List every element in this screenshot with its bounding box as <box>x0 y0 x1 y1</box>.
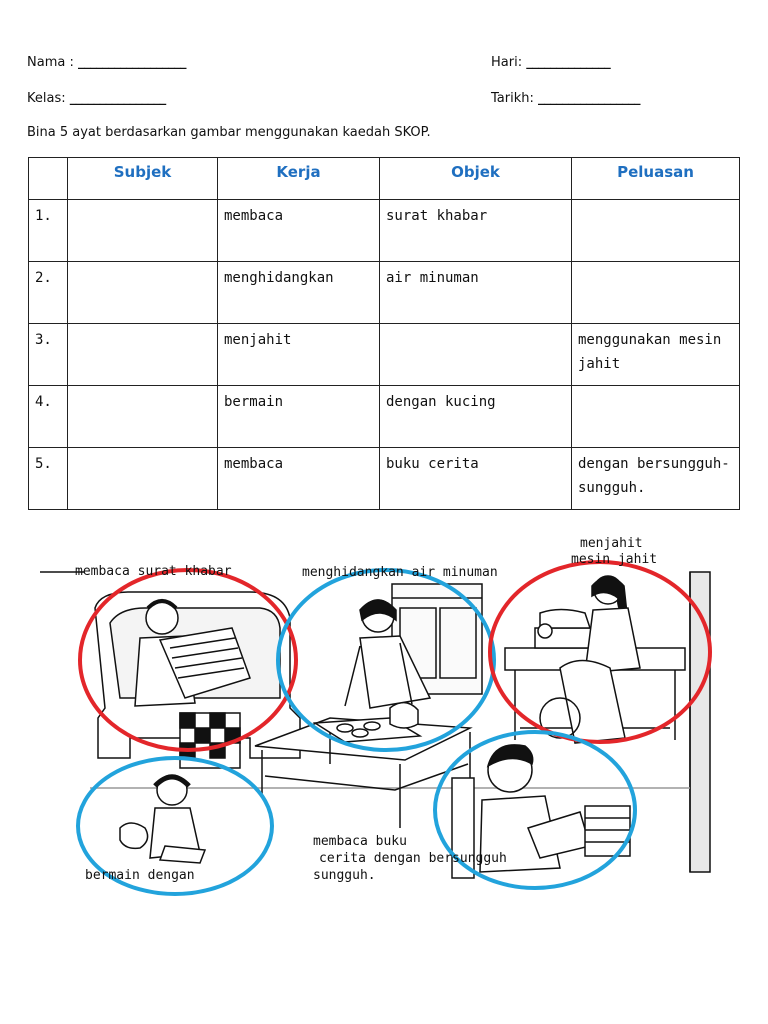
objek-cell: surat khabar <box>380 200 572 262</box>
row-number: 5. <box>29 448 68 510</box>
row-number: 3. <box>29 324 68 386</box>
table-row <box>29 386 740 448</box>
kerja-cell: membaca <box>218 200 380 262</box>
header-kerja: Kerja <box>218 158 380 200</box>
row-number: 4. <box>29 386 68 448</box>
tarikh-blank[interactable]: _________________ <box>538 91 640 106</box>
objek-cell[interactable] <box>380 324 572 386</box>
subjek-cell[interactable] <box>68 448 218 510</box>
label-sewing-1: menjahit <box>580 536 643 551</box>
nama-field <box>27 55 186 70</box>
kerja-cell: bermain <box>218 386 380 448</box>
peluasan-cell[interactable] <box>572 200 740 262</box>
kelas-blank[interactable]: ________________ <box>69 91 166 106</box>
activity-illustration <box>0 528 768 908</box>
subjek-cell[interactable] <box>68 386 218 448</box>
skop-table <box>28 157 740 510</box>
kelas-field <box>27 91 166 106</box>
objek-cell: buku cerita <box>380 448 572 510</box>
label-reading-book-1: membaca buku <box>313 834 407 849</box>
peluasan-cell: dengan bersungguh-sungguh. <box>572 448 740 510</box>
subjek-cell[interactable] <box>68 324 218 386</box>
peluasan-cell: menggunakan mesin jahit <box>572 324 740 386</box>
subjek-cell[interactable] <box>68 262 218 324</box>
nama-label: Nama : <box>27 55 74 70</box>
header-subjek: Subjek <box>68 158 218 200</box>
row-number: 1. <box>29 200 68 262</box>
header-peluasan: Peluasan <box>572 158 740 200</box>
objek-cell: dengan kucing <box>380 386 572 448</box>
subjek-cell[interactable] <box>68 200 218 262</box>
hari-blank[interactable]: ______________ <box>526 55 611 70</box>
kerja-cell: membaca <box>218 448 380 510</box>
tarikh-label: Tarikh: <box>491 91 534 106</box>
label-reading-book-3: sungguh. <box>313 868 376 883</box>
peluasan-cell[interactable] <box>572 386 740 448</box>
tarikh-field <box>491 91 640 106</box>
nama-blank[interactable]: __________________ <box>77 55 186 70</box>
peluasan-cell[interactable] <box>572 262 740 324</box>
table-row <box>29 200 740 262</box>
label-sewing-2: mesin jahit <box>571 552 658 567</box>
objek-cell: air minuman <box>380 262 572 324</box>
table-row <box>29 448 740 510</box>
label-playing-cat: bermain dengan <box>85 868 195 883</box>
label-serving-drinks: menghidangkan air minuman <box>302 565 498 580</box>
table-row <box>29 262 740 324</box>
label-reading-newspaper: membaca surat khabar <box>75 564 232 579</box>
header-objek: Objek <box>380 158 572 200</box>
kerja-cell: menjahit <box>218 324 380 386</box>
table-header-row <box>29 158 740 200</box>
header-no <box>29 158 68 200</box>
hari-field <box>491 55 610 70</box>
instruction: Bina 5 ayat berdasarkan gambar menggunakan kaedah SKOP. <box>27 125 431 140</box>
room-scene <box>40 572 710 878</box>
activity-picture <box>0 528 768 908</box>
label-reading-book-2: cerita dengan bersungguh <box>319 851 507 866</box>
row-number: 2. <box>29 262 68 324</box>
kelas-label: Kelas: <box>27 91 66 106</box>
table-row <box>29 324 740 386</box>
kerja-cell: menghidangkan <box>218 262 380 324</box>
hari-label: Hari: <box>491 55 523 70</box>
